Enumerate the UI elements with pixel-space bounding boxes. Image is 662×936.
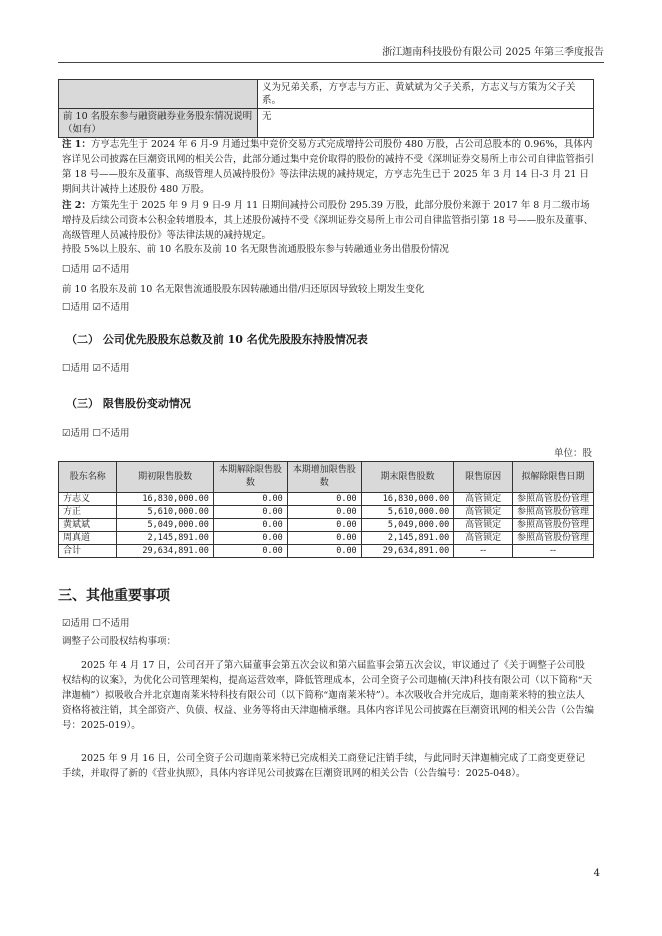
table-row	[59, 532, 594, 545]
cell-name: 黄斌斌	[59, 519, 117, 532]
cell-begin: 5,049,000.00	[117, 519, 213, 532]
cell-date: --	[512, 545, 593, 558]
col-header-begin: 期初限售股数	[117, 462, 213, 493]
margin-trading-options: ☐适用 ☑不适用	[62, 264, 130, 275]
cell-name: 合计	[59, 545, 117, 558]
cell-date: 参照高管股份管理	[512, 506, 593, 519]
cell-date: 参照高管股份管理	[512, 519, 593, 532]
col-header-added: 本期增加限售股数	[287, 462, 361, 493]
col-header-released: 本期解除限售股数	[213, 462, 287, 493]
lending-change-title: 前 10 名股东及前 10 名无限售流通股股东因转融通出借/归还原因导致较上期发生变化	[62, 284, 425, 295]
empty-label-cell	[59, 80, 258, 109]
note-2-label: 注 2：	[62, 200, 91, 211]
cell-added: 0.00	[287, 532, 361, 545]
cell-released: 0.00	[213, 545, 287, 558]
margin-trading-title: 持股 5%以上股东、前 10 名股东及前 10 名无限售流通股股东参与转融通业务出借股份情况	[62, 244, 449, 255]
report-title: 浙江迦南科技股份有限公司 2025 年第三季度报告	[382, 47, 604, 58]
cell-released: 0.00	[213, 506, 287, 519]
preferred-shares-heading: （二） 公司优先股股东总数及前 10 名优先股股东持股情况表	[66, 333, 368, 346]
col-header-name: 股东名称	[59, 462, 117, 493]
table-row	[59, 506, 594, 519]
lending-change-options: ☐适用 ☑不适用	[62, 302, 130, 313]
cell-released: 0.00	[213, 519, 287, 532]
cell-begin: 29,634,891.00	[117, 545, 213, 558]
page-header	[58, 46, 604, 63]
restricted-shares-options: ☑适用 ☐不适用	[62, 428, 130, 439]
cell-reason: --	[454, 545, 513, 558]
cell-end: 2,145,891.00	[361, 532, 454, 545]
other-matters-heading: 三、其他重要事项	[58, 588, 170, 604]
cell-begin: 2,145,891.00	[117, 532, 213, 545]
cell-end: 29,634,891.00	[361, 545, 454, 558]
restructure-paragraph-2: 2025 年 9 月 16 日，公司全资子公司迦南莱米特已完成相关工商登记注销手续，与此同时天津迦楠完成了工商变更登记手续，并取得了新的《营业执照》，具体内容详见公司披露在巨潮资讯网的相关公告（公告编号：2025-048）。	[62, 753, 585, 779]
note-1-label: 注 1：	[62, 139, 91, 150]
relations-text-cell: 义为兄弟关系，方亨志与方正、黄斌斌为父子关系，方志义与方策为父子关系。	[258, 80, 594, 109]
margin-trading-value-cell: 无	[258, 109, 594, 138]
cell-reason: 高管锁定	[454, 519, 513, 532]
note-1	[62, 137, 594, 197]
shareholder-relations-table	[58, 79, 594, 138]
cell-begin: 5,610,000.00	[117, 506, 213, 519]
restricted-shares-heading: （三） 限售股份变动情况	[66, 397, 191, 410]
other-matters-subtitle: 调整子公司股权结构事项：	[62, 636, 177, 647]
cell-name: 方正	[59, 506, 117, 519]
note-2-text: 方策先生于 2025 年 9 月 9 日-9 月 11 日期间减持公司股份 295.39 万股，此部分股份来源于 2017 年 8 月二级市场增持及后续公司资本公积金转增股本，其上述股份减持不受《深圳证券交易所上市公司自律监管指引第 18 号——股东及董事、高级管理人员减持股份》等法律法规的减持规定。	[62, 200, 594, 241]
cell-reason: 高管锁定	[454, 493, 513, 506]
table-total-row	[59, 545, 594, 558]
unit-label: 单位：股	[553, 448, 592, 459]
restricted-shares-table	[58, 461, 594, 558]
cell-added: 0.00	[287, 493, 361, 506]
col-header-reason: 限售原因	[454, 462, 513, 493]
cell-released: 0.00	[213, 493, 287, 506]
margin-trading-label-cell: 前 10 名股东参与融资融券业务股东情况说明（如有）	[59, 109, 258, 138]
cell-added: 0.00	[287, 506, 361, 519]
cell-begin: 16,830,000.00	[117, 493, 213, 506]
cell-end: 5,610,000.00	[361, 506, 454, 519]
note-2	[62, 198, 594, 243]
cell-name: 方志义	[59, 493, 117, 506]
table-row	[59, 519, 594, 532]
cell-name: 周真道	[59, 532, 117, 545]
other-matters-options: ☑适用 ☐不适用	[62, 618, 130, 629]
restructure-paragraph-1: 2025 年 4 月 17 日，公司召开了第六届董事会第五次会议和第六届监事会第五次会议，审议通过了《关于调整子公司股权结构的议案》，为优化公司管理架构，提高运营效率，降低管理成本，公司全资子公司迦楠(天津)科技有限公司（以下简称“天津迦楠”）拟吸收合并北京迦南莱米特科技有限公司（以下简称“迦南莱米特”）。本次吸收合并完成后，迦南莱米特的独立法人资格将被注销，其全部资产、负债、权益、业务等将由天津迦楠承继。具体内容详见公司披露在巨潮资讯网的相关公告（公告编号：2025-019）。	[62, 660, 595, 731]
cell-added: 0.00	[287, 545, 361, 558]
cell-date: 参照高管股份管理	[512, 493, 593, 506]
cell-added: 0.00	[287, 519, 361, 532]
cell-end: 5,049,000.00	[361, 519, 454, 532]
preferred-shares-options: ☐适用 ☑不适用	[62, 363, 130, 374]
cell-reason: 高管锁定	[454, 532, 513, 545]
cell-date: 参照高管股份管理	[512, 532, 593, 545]
table-header-row	[59, 462, 594, 493]
cell-released: 0.00	[213, 532, 287, 545]
table-row	[59, 493, 594, 506]
page-number: 4	[593, 868, 600, 879]
note-1-text: 方亨志先生于 2024 年 6 月-9 月通过集中竞价交易方式完成增持公司股份 480 万股，占公司总股本的 0.96%，具体内容详见公司披露在巨潮资讯网的相关公告，此部分通过集中竞价取得的股份的减持不受《深圳证券交易所上市公司自律监管指引第 18 号——股东及董事、高级管理人员减持股份》等法律法规的减持规定，方亨志先生已于 2025 年 3 月 14 日-3 月 21 日期间共计减持上述股份 480 万股。	[62, 139, 595, 195]
cell-end: 16,830,000.00	[361, 493, 454, 506]
col-header-end: 期末限售股数	[361, 462, 454, 493]
cell-reason: 高管锁定	[454, 506, 513, 519]
col-header-date: 拟解除限售日期	[512, 462, 593, 493]
